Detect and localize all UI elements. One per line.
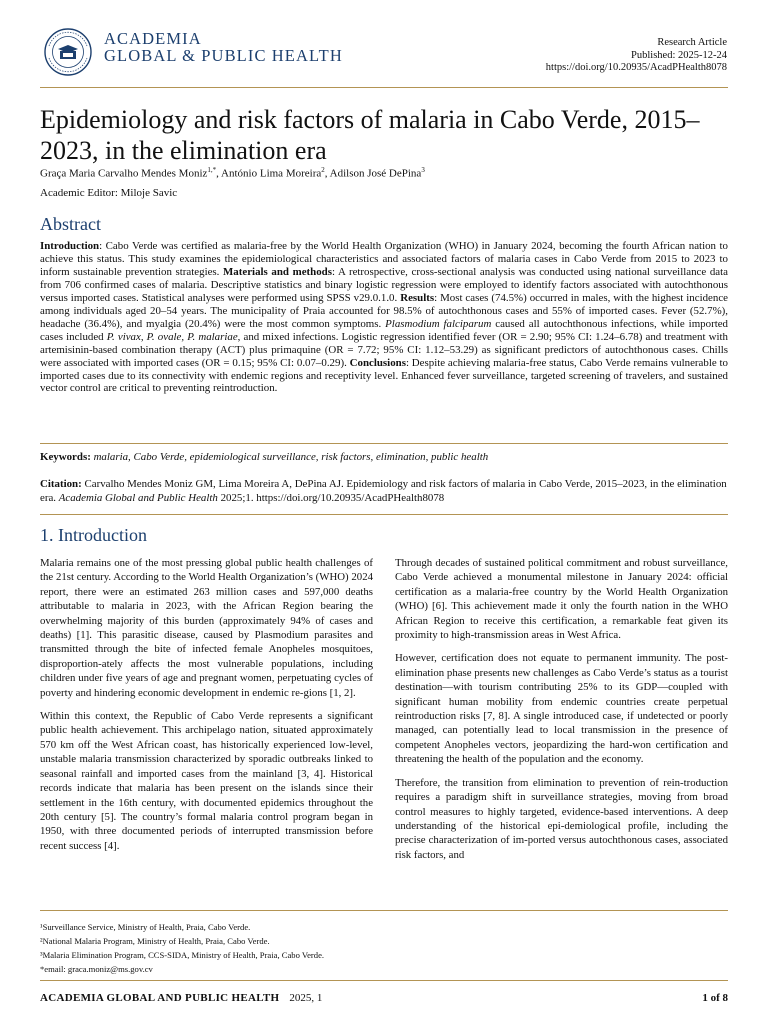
footnote: ²National Malaria Program, Ministry of Health, Praia, Cabo Verde. (40, 936, 270, 946)
journal-name-line1: ACADEMIA (104, 29, 202, 48)
author-list (40, 166, 425, 180)
abstract-results-label: Results (400, 291, 435, 304)
intro-right-column (395, 556, 728, 871)
abstract-intro-label: Introduction (40, 240, 100, 252)
abstract-results-text: caused all autochthonous infections, while imported cases included (40, 317, 728, 343)
article-title: Epidemiology and risk factors of malaria in Cabo Verde, 2015–2023, in the elimination era (40, 105, 700, 165)
journal-logo-icon (40, 27, 96, 77)
abstract-results-text: , and mixed infections. Logistic regression identified fever (OR = 2.90; 95% CI: 1.24–6.78) and treatment with artemisinin-based combination therapy (ACT) plus primaquine (OR = 7.72; 95% CI: 1.12–53.29) as significant predictors of autochthonous cases. Chills were associated with imported cases (OR = 0.15; 95% CI: 0.07–0.29). (40, 330, 728, 369)
doi-link[interactable]: https://doi.org/10.20935/AcadPHealth8078 (545, 62, 727, 73)
footnote: ¹Surveillance Service, Ministry of Health, Praia, Cabo Verde. (40, 922, 251, 932)
author-affiliation: 2 (321, 166, 325, 174)
abstract-conclusions-text: : Despite achieving malaria-free status, Cabo Verde remains vulnerable to imported cases due to its connectivity with endemic regions and receptivity level. Enhanced fever surveillance, targeted screening of travelers, and sustained vector control are critical to preventing reintroduction. (40, 356, 728, 395)
author-affiliation: 3 (421, 166, 425, 174)
citation-divider (40, 514, 728, 515)
footer-journal (40, 992, 322, 1004)
keywords (40, 451, 728, 463)
species-list: P. vivax, P. ovale, P. malariae (106, 330, 238, 343)
intro-left-column (40, 556, 373, 862)
author-separator: , (324, 167, 330, 180)
abstract-body (40, 240, 728, 395)
paragraph: Within this context, the Republic of Cabo Verde represents a significant public health achievement. This archipelago nation, situated approximately 570 km off the West African coast, has historically experienced low-level, unstable malaria transmission characterized by sporadic outbreaks linked to seasonal rainfall and imported cases from the mainland [3, 4]. Historical records indicate that malaria has been present on the islands since their settlement in the 16th century, with documented epidemics throughout the 20th century [5]. The country’s formal malaria control program began in 1950, with three documented periods of interrupted transmission before recent success [4]. (40, 710, 373, 852)
abstract-methods-text: : A retrospective, cross-sectional analysis was conducted using national surveillance data from 706 confirmed cases of malaria. Descriptive statistics and binary logistic regression were employed to identify factors associated with autochthonous versus imported cases. Statistical analyses were performed using SPSS v29.0.1.0. (40, 265, 728, 304)
paragraph: However, certification does not equate to permanent immunity. The post-elimination phase presents new challenges as Cabo Verde’s status as a tourist destination—with tourism contributing 25% to its GDP—coupled with significant human mobility from endemic countries create perpetual reintroduction risks [7, 8]. A single introduced case, if undetected or poorly managed, can potentially lead to local transmission in the presence of competent Anopheles vectors, jeopardizing the hard-won certification and threatening the health of the population and the economy. (395, 652, 728, 766)
abstract-methods-label: Materials and methods (223, 265, 332, 278)
abstract-intro-text: : Cabo Verde was certified as malaria-free by the World Health Organization (WHO) in January 2024, becoming the fourth African nation to achieve this status. This study examines the epidemiological characteristics and associated factors of malaria cases in Cabo Verde from 2015 to 2023 to inform sustainable prevention strategies. (40, 240, 728, 278)
abstract-heading: Abstract (40, 214, 101, 234)
paragraph: Therefore, the transition from elimination to prevention of rein-troduction requires a paradigm shift in surveillance strategies, moving from broad control measures to highly targeted, evidence-based interventions. A deep understanding of the historical epi-demiological profile, including the precise characterization of im-ported versus autochthonous cases, associated risk factors, and (395, 776, 728, 861)
academic-editor: Academic Editor: Miloje Savic (40, 187, 178, 199)
keywords-label: Keywords: (40, 451, 91, 463)
footer-journal-name: ACADEMIA GLOBAL AND PUBLIC HEALTH (40, 992, 280, 1004)
journal-brand (104, 30, 343, 64)
paragraph: Malaria remains one of the most pressing global public health challenges of the 21st century. According to the World Health Organization’s (WHO) 2024 report, there were an estimated 263 million cases and 597,000 deaths attributable to malaria in 2023, with the African Region bearing the overwhelming majority of this burden (approximately 94% of cases and deaths) [1]. This parasitic disease, caused by Plasmodium parasites and transmitted through the bite of infected female Anopheles mosquitoes, disproportion-ately affects the most vulnerable populations, including children under five years of age and pregnant women, perpetuating cycles of poverty and hindering economic development in endemic re-gions [1, 2]. (40, 557, 373, 699)
introduction-heading: 1. Introduction (40, 525, 147, 545)
paragraph: Through decades of sustained political commitment and robust surveillance, Cabo Verde achieved a monumental milestone in January 2024: official certification as a malaria-free country by the World Health Organization (WHO) [6]. This achievement made it only the fourth nation in the WHO African Region to receive this certification, a remarkable feat given its proximity to high-transmission areas in West Africa. (395, 557, 728, 642)
author-name: António Lima Moreira (221, 167, 322, 180)
author-name: Adilson José DePina (329, 167, 422, 180)
footer-divider (40, 980, 728, 981)
page-number: 1 of 8 (702, 992, 728, 1004)
citation-text: 2025;1. https://doi.org/10.20935/AcadPHealth8078 (217, 492, 445, 504)
footer-issue: 2025, 1 (289, 992, 323, 1004)
abstract-divider (40, 443, 728, 444)
citation-journal: Academia Global and Public Health (58, 492, 218, 504)
citation-text: Carvalho Mendes Moniz GM, Lima Moreira A, DePina AJ. Epidemiology and risk factors of malaria in Cabo Verde, 2015–2023, in the elimination era. (40, 478, 727, 504)
abstract-conclusions-label: Conclusions (349, 356, 406, 369)
citation-label: Citation: (40, 478, 82, 490)
article-meta (546, 37, 727, 75)
footnote-divider (40, 910, 728, 911)
journal-name-line2: GLOBAL & PUBLIC HEALTH (104, 46, 343, 65)
author-affiliation: 1,* (207, 166, 217, 174)
footnotes (40, 920, 324, 976)
header-divider (40, 87, 728, 88)
published-date: Published: 2025-12-24 (631, 49, 727, 61)
footnote: ³Malaria Elimination Program, CCS-SIDA, Ministry of Health, Praia, Cabo Verde. (40, 950, 325, 960)
author-name: Graça Maria Carvalho Mendes Moniz (40, 167, 208, 180)
keywords-text: malaria, Cabo Verde, epidemiological surveillance, risk factors, elimination, public health (93, 451, 489, 463)
article-type: Research Article (657, 37, 727, 48)
citation (40, 477, 728, 505)
abstract-results-text: : Most cases (74.5%) occurred in males, with the highest incidence among individuals aged 20–54 years. The municipality of Praia accounted for 98.5% of autochthonous cases and 55% of imported cases. Fever (52.7%), headache (36.4%), and myalgia (20.4%) were the most common symptoms. (40, 291, 729, 330)
author-separator: , (216, 167, 222, 180)
footnote-email: *email: graca.moniz@ms.gov.cv (40, 964, 153, 974)
species-name: Plasmodium falciparum (385, 317, 492, 330)
